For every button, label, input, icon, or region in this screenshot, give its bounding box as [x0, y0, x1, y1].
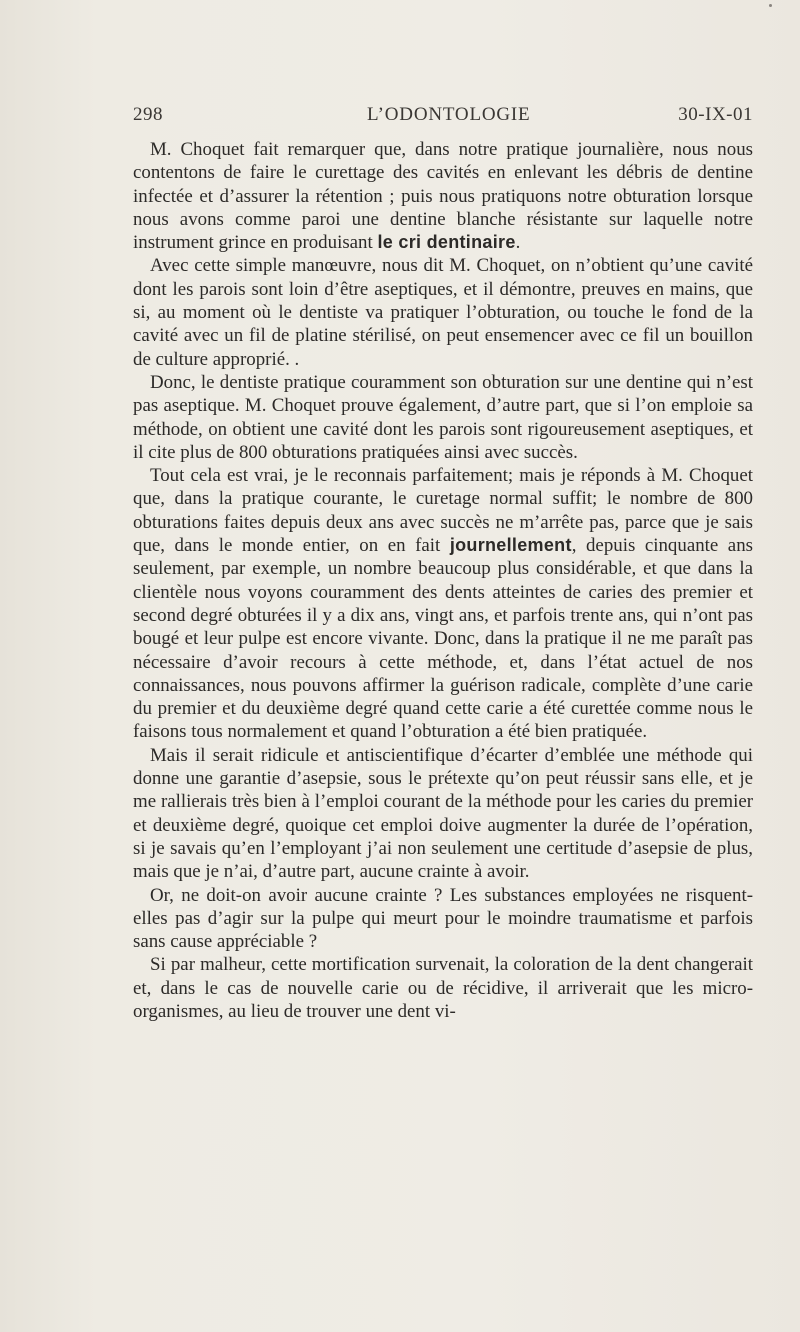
issue-date: 30-IX-01 — [678, 104, 753, 125]
paragraph-1 — [133, 138, 753, 254]
emphasized-term: journellement — [449, 535, 572, 556]
paragraph-text: . — [515, 232, 521, 254]
paper-speck — [769, 4, 772, 7]
paragraph-3: Donc, le dentiste pratique couramment son obturation sur une dentine qui n’est pas aseptique. M. Choquet prouve également, d’autre part, que si l’on emploie sa méthode, on obtient une cavité dont les parois sont rigoureusement aseptiques, et il cite plus de 800 obturations pratiquées ainsi avec succès. — [133, 371, 753, 463]
article-body — [133, 138, 753, 1023]
emphasized-term: le cri dentinaire — [377, 232, 516, 253]
paragraph-4 — [133, 464, 753, 744]
paragraph-2: Avec cette simple manœuvre, nous dit M. Choquet, on n’obtient qu’une cavité dont les parois sont loin d’être aseptiques, et il démontre, preuves en mains, que si, au moment où le dentiste va pratiquer l’obturation, ou touche le fond de la cavité avec un fil de platine stérilisé, on peut ensemencer avec ce fil un bouillon de culture approprié. . — [133, 255, 753, 370]
running-header — [133, 104, 753, 128]
paragraph-text: Tout cela est vrai, je le reconnais parfaitement; mais je réponds à M. Choquet que, dans la pratique courante, le curetage normal suffit; le nombre de 800 obturations faites depuis deux ans avec succès ne m’arrête pas, parce que je sais que, dans le monde entier, on en fait — [133, 465, 753, 557]
paragraph-text: , depuis cinquante ans seulement, par exemple, un nombre beaucoup plus considérable, et que dans la clientèle nous voyons couramment des dents atteintes de caries des premier et second degré obturées il y a dix ans, vingt ans, et parfois trente ans, qui n’ont pas bougé et leur pulpe est encore vivante. Donc, dans la pratique il ne me paraît pas nécessaire d’avoir recours à cette méthode, et, dans l’état actuel de nos connaissances, nous pouvons affirmer la guérison radicale, complète d’une carie du premier et du deuxième degré quand cette carie a été curettée comme nous le faisons tous normalement et quand l’obturation a été bien pratiquée. — [133, 535, 753, 743]
page-number: 298 — [133, 104, 163, 125]
paragraph-7: Si par malheur, cette mortification survenait, la coloration de la dent changerait et, dans le cas de nouvelle carie ou de récidive, il arriverait que les micro-organismes, au lieu de trouver une dent vi- — [133, 954, 753, 1022]
paragraph-5: Mais il serait ridicule et antiscientifique d’écarter d’emblée une méthode qui donne une garantie d’asepsie, sous le prétexte qu’on peut réussir sans elle, et je me rallierais très bien à l’emploi courant de la méthode pour les caries du premier et deuxième degré, quoique cet emploi doive augmenter la durée de l’opération, si je savais qu’en l’employant j’ai non seulement une certitude d’asepsie de plus, mais que je n’ai, d’autre part, aucune crainte à avoir. — [133, 744, 753, 883]
journal-title: L’ODONTOLOGIE — [367, 104, 531, 125]
paragraph-text: M. Choquet fait remarquer que, dans notre pratique journalière, nous nous contentons de faire le curettage des cavités en enlevant les débris de dentine infectée et d’assurer la rétention ; puis nous pratiquons notre obturation lorsque nous avons comme paroi une dentine blanche résistante sur laquelle notre instrument grince en produisant — [133, 139, 753, 254]
paragraph-6: Or, ne doit-on avoir aucune crainte ? Les substances employées ne risquent-elles pas d’agir sur la pulpe qui meurt pour le moindre traumatisme et parfois sans cause appréciable ? — [133, 884, 753, 953]
